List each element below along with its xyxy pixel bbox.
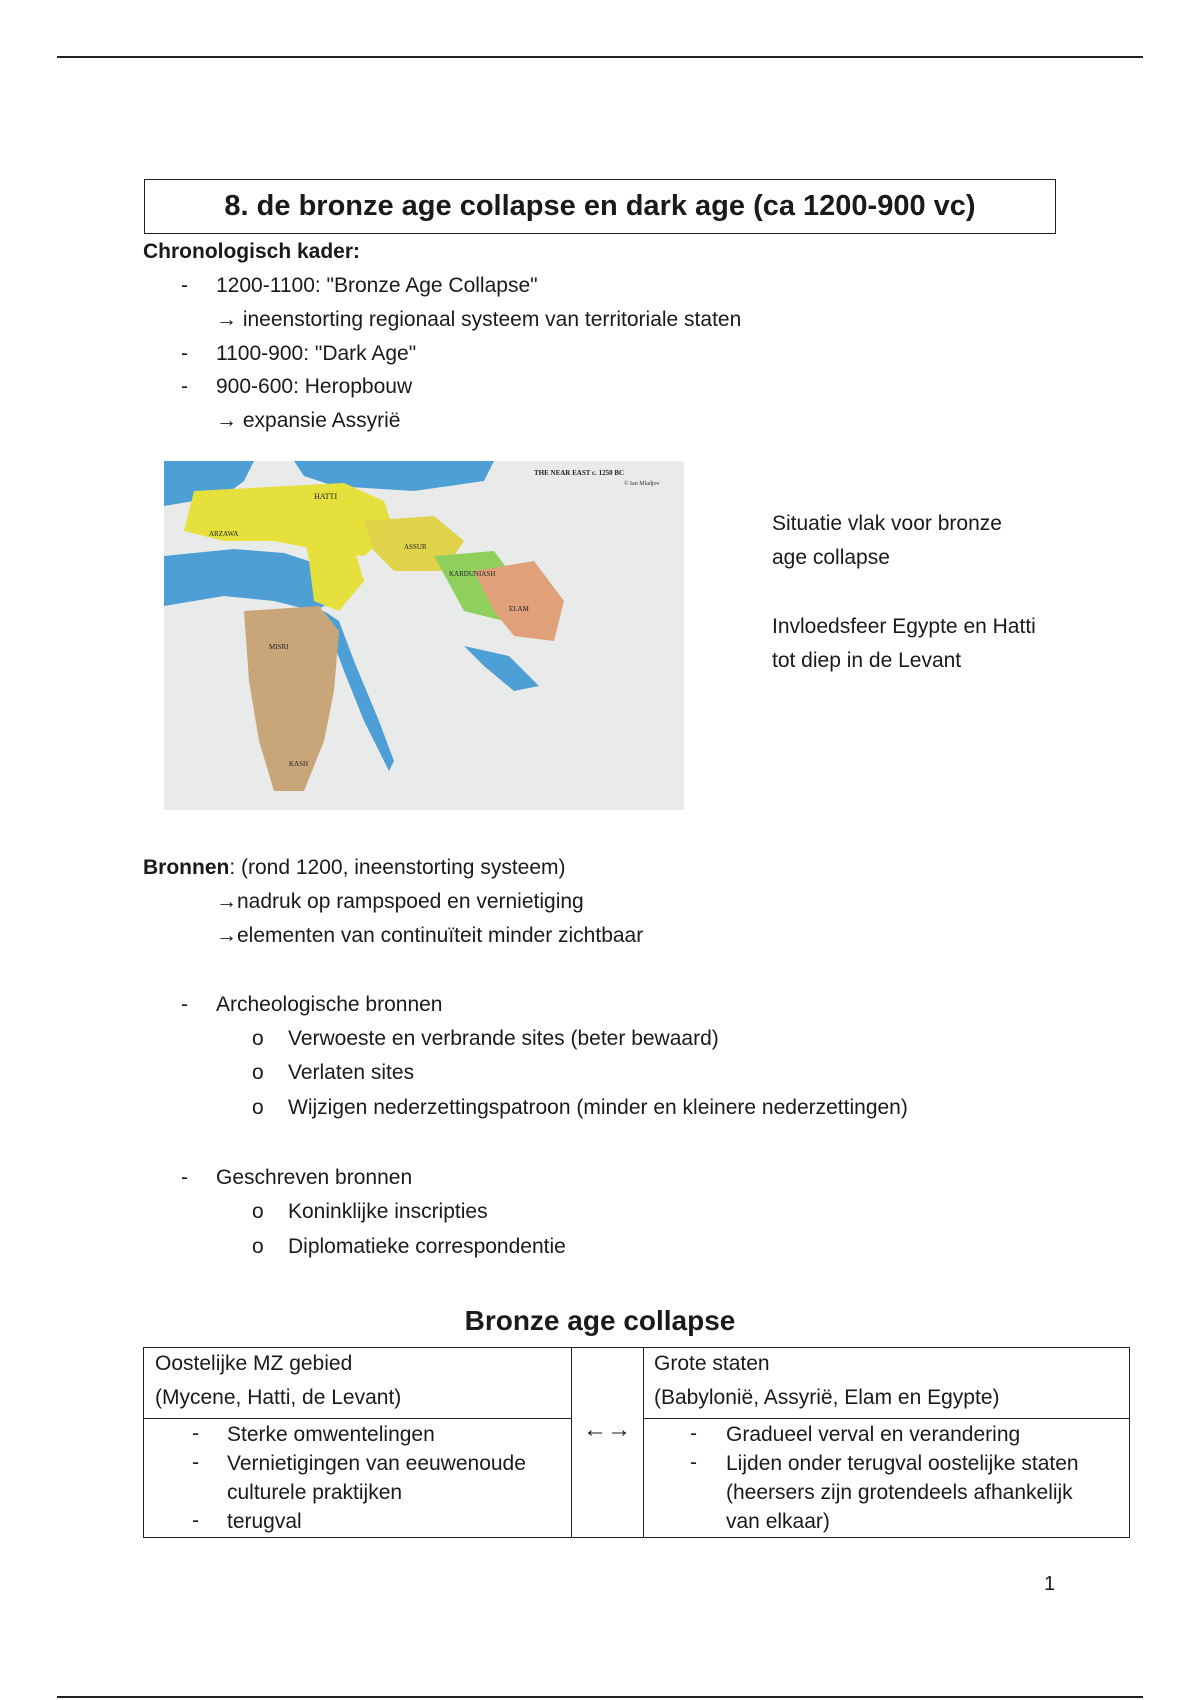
written-item-1: Koninklijke inscripties: [288, 1200, 488, 1223]
map-label-kash: KASH: [289, 760, 309, 768]
bullet-dash: -: [690, 1451, 697, 1474]
map-credit: © Ian Mladjov: [624, 481, 660, 487]
bullet-dash: -: [181, 274, 188, 297]
bullet-dash: -: [690, 1422, 697, 1445]
written-item-2: Diplomatieke correspondentie: [288, 1235, 566, 1258]
left-item-1: Sterke omwentelingen: [227, 1423, 435, 1446]
bidirectional-arrow: ←→: [583, 1416, 631, 1443]
map-caption-line-4: tot diep in de Levant: [772, 649, 962, 672]
bullet-dash: -: [181, 1166, 188, 1189]
right-item-2-cont: (heersers zijn grotendeels afhankelijk: [726, 1481, 1073, 1504]
archaeological-item-3: Wijzigen nederzettingspatroon (minder en kleinere nederzettingen): [288, 1096, 908, 1119]
left-item-2: Vernietigingen van eeuwenoude: [227, 1452, 526, 1475]
bullet-circle: o: [252, 1235, 264, 1258]
map-label-misri: MISRI: [269, 643, 289, 651]
written-heading: Geschreven bronnen: [216, 1166, 413, 1189]
page-number: 1: [1044, 1573, 1056, 1595]
table-divider: [643, 1348, 644, 1537]
sources-arrow-2: →elementen van continuïteit minder zichtbaar: [216, 924, 644, 947]
right-item-2-cont: van elkaar): [726, 1510, 830, 1533]
bullet-circle: o: [252, 1200, 264, 1223]
map-caption-line-1: Situatie vlak voor bronze: [772, 512, 1002, 535]
archaeological-item-1: Verwoeste en verbrande sites (beter bewaard): [288, 1027, 719, 1050]
left-header-line-1: Oostelijke MZ gebied: [155, 1352, 353, 1375]
table-divider: [144, 1418, 571, 1419]
bullet-dash: -: [192, 1422, 199, 1445]
bullet-circle: o: [252, 1096, 264, 1119]
archaeological-heading: Archeologische bronnen: [216, 993, 443, 1016]
collapse-heading: Bronze age collapse: [464, 1305, 736, 1336]
chronology-item-1-sub: → ineenstorting regionaal systeem van territoriale staten: [216, 308, 742, 331]
right-header-line-1: Grote staten: [654, 1352, 770, 1375]
left-item-2-cont: culturele praktijken: [227, 1481, 403, 1504]
map-title: THE NEAR EAST c. 1250 BC: [534, 469, 625, 477]
header-rule: [57, 56, 1143, 58]
right-item-2: Lijden onder terugval oostelijke staten: [726, 1452, 1079, 1475]
bullet-dash: -: [192, 1451, 199, 1474]
sources-label: Bronnen: [143, 856, 230, 879]
table-divider: [643, 1418, 1129, 1419]
sources-line: [143, 857, 566, 878]
right-header-line-2: (Babylonië, Assyrië, Elam en Egypte): [654, 1386, 1000, 1409]
bullet-circle: o: [252, 1061, 264, 1084]
archaeological-item-2: Verlaten sites: [288, 1061, 415, 1084]
sources-arrow-1: →nadruk op rampspoed en vernietiging: [216, 890, 584, 913]
chronology-label: Chronologisch kader:: [143, 240, 361, 263]
table-divider: [571, 1348, 572, 1537]
bullet-circle: o: [252, 1027, 264, 1050]
right-item-1: Gradueel verval en verandering: [726, 1423, 1021, 1446]
bullet-dash: -: [192, 1509, 199, 1532]
chronology-item-3-sub: → expansie Assyrië: [216, 409, 401, 432]
map-label-arzawa: ARZAWA: [209, 530, 239, 538]
left-header-line-2: (Mycene, Hatti, de Levant): [155, 1386, 402, 1409]
map-label-assur: ASSUR: [404, 543, 427, 551]
map-caption-line-3: Invloedsfeer Egypte en Hatti: [772, 615, 1036, 638]
map-caption-line-2: age collapse: [772, 546, 890, 569]
footer-rule: [57, 1696, 1143, 1698]
chapter-title: 8. de bronze age collapse en dark age (ca 1200-900 vc): [144, 179, 1056, 234]
near-east-map: [164, 461, 684, 810]
comparison-table: [143, 1347, 1130, 1538]
sources-label-rest: : (rond 1200, ineenstorting systeem): [229, 856, 566, 879]
map-label-karduniash: KARDUNIASH: [449, 570, 496, 578]
bullet-dash: -: [181, 342, 188, 365]
bullet-dash: -: [181, 375, 188, 398]
map-label-elam: ELAM: [509, 605, 529, 613]
left-item-3: terugval: [227, 1510, 302, 1533]
chronology-item-3: 900-600: Heropbouw: [216, 375, 413, 398]
map-label-hatti: HATTI: [314, 492, 338, 501]
bullet-dash: -: [181, 993, 188, 1016]
chronology-item-1: 1200-1100: "Bronze Age Collapse": [216, 274, 538, 297]
chronology-item-2: 1100-900: "Dark Age": [216, 342, 417, 365]
